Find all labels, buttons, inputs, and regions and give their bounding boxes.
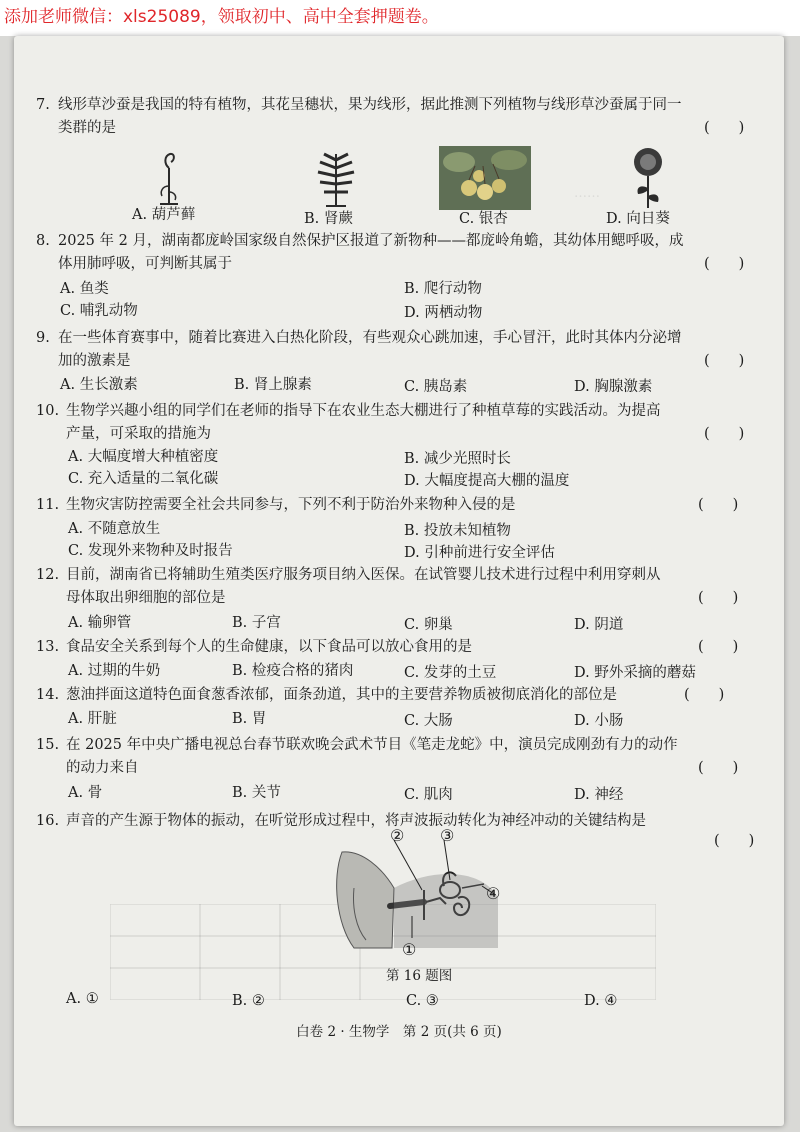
- question-15-option-a[interactable]: A. 骨: [68, 785, 103, 801]
- question-11-option-c[interactable]: C. 发现外来物种及时报告: [68, 543, 233, 559]
- sunflower-image: [626, 144, 670, 210]
- question-9-option-c[interactable]: C. 胰岛素: [404, 379, 468, 395]
- question-8-number: 8.: [36, 233, 50, 249]
- label-3: ③: [440, 826, 455, 845]
- question-15-number: 15.: [36, 737, 60, 753]
- question-9-line-2: 加的激素是: [58, 353, 131, 369]
- question-9-option-b[interactable]: B. 肾上腺素: [234, 377, 312, 393]
- question-7-option-d[interactable]: D. 向日葵: [606, 211, 670, 227]
- moss-image: [144, 146, 194, 206]
- question-11-line-1: 生物灾害防控需要全社会共同参与，下列不利于防治外来物种入侵的是: [66, 497, 516, 513]
- question-12-answer-blank: ( ): [698, 590, 739, 606]
- question-13-option-b[interactable]: B. 检疫合格的猪肉: [232, 663, 354, 679]
- question-12-option-c[interactable]: C. 卵巢: [404, 617, 453, 633]
- question-13-option-d[interactable]: D. 野外采摘的蘑菇: [574, 665, 696, 681]
- question-13-option-a[interactable]: A. 过期的牛奶: [68, 663, 161, 679]
- question-8-option-a[interactable]: A. 鱼类: [60, 281, 109, 297]
- question-16-option-c[interactable]: C. ③: [406, 993, 439, 1009]
- question-7-answer-blank: ( ): [704, 120, 745, 136]
- question-13-option-c[interactable]: C. 发芽的土豆: [404, 665, 497, 681]
- question-11-answer-blank: ( ): [698, 497, 739, 513]
- question-10-line-2: 产量，可采取的措施为: [66, 426, 211, 442]
- bleed-through-text: ……: [574, 186, 600, 201]
- question-9-number: 9.: [36, 330, 50, 346]
- question-10-option-c[interactable]: C. 充入适量的二氧化碳: [68, 471, 219, 487]
- question-15-option-c[interactable]: C. 肌肉: [404, 787, 453, 803]
- question-15-answer-blank: ( ): [698, 760, 739, 776]
- question-10-option-a[interactable]: A. 大幅度增大种植密度: [68, 449, 219, 465]
- label-4: ④: [486, 884, 501, 903]
- question-8-option-c[interactable]: C. 哺乳动物: [60, 303, 138, 319]
- question-14-option-b[interactable]: B. 胃: [232, 711, 267, 727]
- question-10-line-1: 生物学兴趣小组的同学们在老师的指导下在农业生态大棚进行了种植草莓的实践活动。为提高: [66, 403, 661, 419]
- question-11-number: 11.: [36, 497, 60, 513]
- promo-banner: 添加老师微信：xls25089，领取初中、高中全套押题卷。: [0, 0, 800, 36]
- page-footer: 白卷 2 · 生物学 第 2 页(共 6 页): [296, 1024, 502, 1040]
- question-15-line-1: 在 2025 年中央广播电视总台春节联欢晚会武术节目《笔走龙蛇》中，演员完成刚劲有力的动作: [66, 737, 678, 753]
- question-16-answer-blank: ( ): [714, 833, 755, 849]
- exam-paper: [14, 36, 784, 1126]
- question-12-option-d[interactable]: D. 阴道: [574, 617, 624, 633]
- question-16-option-d[interactable]: D. ④: [584, 993, 618, 1009]
- question-16-line-1: 声音的产生源于物体的振动，在听觉形成过程中，将声波振动转化为神经冲动的关键结构是: [66, 813, 646, 829]
- question-14-line-1: 葱油拌面这道特色面食葱香浓郁，面条劲道，其中的主要营养物质被彻底消化的部位是: [66, 687, 617, 703]
- question-11-option-b[interactable]: B. 投放未知植物: [404, 523, 511, 539]
- label-1: ①: [402, 940, 417, 959]
- question-14-option-a[interactable]: A. 肝脏: [68, 711, 117, 727]
- question-16-number: 16.: [36, 813, 60, 829]
- question-8-answer-blank: ( ): [704, 256, 745, 272]
- question-13-answer-blank: ( ): [698, 639, 739, 655]
- question-7-option-b[interactable]: B. 肾蕨: [304, 211, 353, 227]
- ear-structure-figure: [332, 828, 502, 958]
- question-8-line-2: 体用肺呼吸，可判断其属于: [58, 256, 232, 272]
- question-10-option-d[interactable]: D. 大幅度提高大棚的温度: [404, 473, 570, 489]
- question-8-line-1: 2025 年 2 月，湖南都庞岭国家级自然保护区报道了新物种——都庞岭角蟾，其幼体用鳃呼吸，成: [58, 233, 684, 249]
- question-12-option-a[interactable]: A. 输卵管: [68, 615, 132, 631]
- question-15-line-2: 的动力来自: [66, 760, 139, 776]
- figure-caption: 第 16 题图: [386, 968, 453, 984]
- question-14-answer-blank: ( ): [684, 687, 725, 703]
- question-12-line-2: 母体取出卵细胞的部位是: [66, 590, 226, 606]
- ginkgo-photo: [439, 146, 531, 210]
- question-7-number: 7.: [36, 97, 50, 113]
- question-9-line-1: 在一些体育赛事中，随着比赛进入白热化阶段，有些观众心跳加速，手心冒汗，此时其体内分泌增: [58, 330, 682, 346]
- question-12-option-b[interactable]: B. 子宫: [232, 615, 281, 631]
- question-10-number: 10.: [36, 403, 60, 419]
- question-11-option-d[interactable]: D. 引种前进行安全评估: [404, 545, 555, 561]
- question-14-option-c[interactable]: C. 大肠: [404, 713, 453, 729]
- question-7-option-c[interactable]: C. 银杏: [459, 211, 508, 227]
- question-12-line-1: 目前，湖南省已将辅助生殖类医疗服务项目纳入医保。在试管婴儿技术进行过程中利用穿刺从: [66, 567, 661, 583]
- question-9-option-d[interactable]: D. 胸腺激素: [574, 379, 653, 395]
- question-10-option-b[interactable]: B. 减少光照时长: [404, 451, 511, 467]
- question-13-line-1: 食品安全关系到每个人的生命健康，以下食品可以放心食用的是: [66, 639, 472, 655]
- question-7-line-1: 线形草沙蚕是我国的特有植物，其花呈穗状，果为线形，据此推测下列植物与线形草沙蚕属于同一: [58, 97, 682, 113]
- label-2: ②: [390, 826, 405, 845]
- question-9-answer-blank: ( ): [704, 353, 745, 369]
- question-8-option-b[interactable]: B. 爬行动物: [404, 281, 482, 297]
- question-10-answer-blank: ( ): [704, 426, 745, 442]
- question-14-option-d[interactable]: D. 小肠: [574, 713, 624, 729]
- question-16-option-a[interactable]: A. ①: [66, 991, 99, 1007]
- question-15-option-b[interactable]: B. 关节: [232, 785, 281, 801]
- question-8-option-d[interactable]: D. 两栖动物: [404, 305, 483, 321]
- fern-image: [306, 146, 366, 208]
- question-9-option-a[interactable]: A. 生长激素: [60, 377, 138, 393]
- question-13-number: 13.: [36, 639, 60, 655]
- question-7-option-a[interactable]: A. 葫芦藓: [132, 207, 196, 223]
- question-7-line-2: 类群的是: [58, 120, 116, 136]
- question-16-option-b[interactable]: B. ②: [232, 993, 265, 1009]
- question-12-number: 12.: [36, 567, 60, 583]
- question-15-option-d[interactable]: D. 神经: [574, 787, 624, 803]
- question-14-number: 14.: [36, 687, 60, 703]
- question-11-option-a[interactable]: A. 不随意放生: [68, 521, 161, 537]
